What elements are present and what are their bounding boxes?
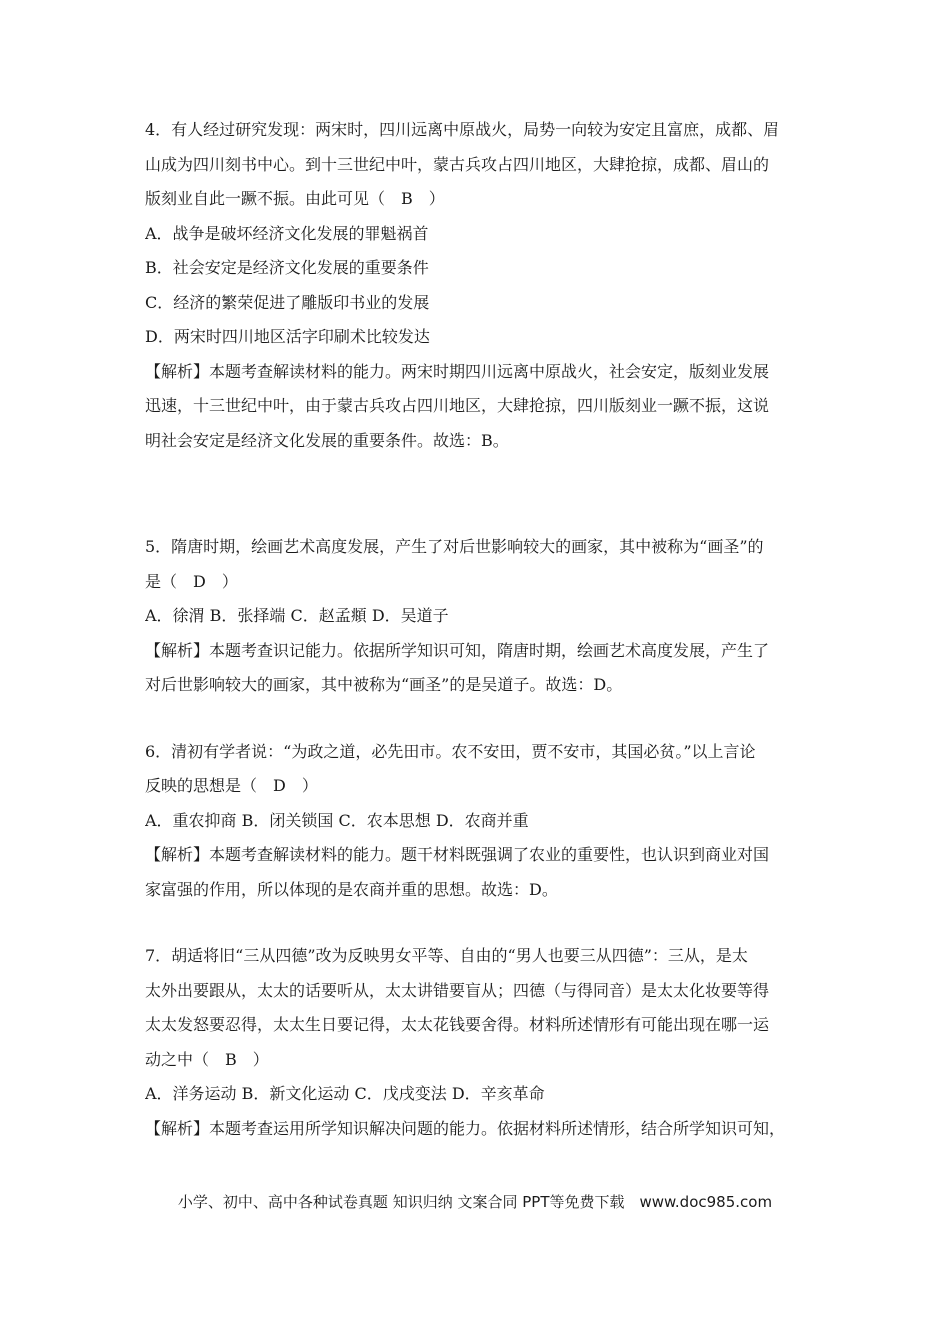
question-4 [145,113,810,458]
question-4-option-d: D．两宋时四川地区活字印刷术比较发达 [145,327,430,346]
spacer [145,907,810,939]
question-7-options: A．洋务运动 B．新文化运动 C．戊戌变法 D．辛亥革命 [145,1084,545,1103]
question-4-option-b: B．社会安定是经济文化发展的重要条件 [145,258,429,277]
question-4-stem-line-2: 山成为四川刻书中心。到十三世纪中叶，蒙古兵攻占四川地区，大肆抢掠，成都、眉山的 [145,154,770,174]
question-4-option-a: A．战争是破坏经济文化发展的罪魁祸首 [145,223,429,243]
question-7-stem-line-2: 太外出要跟从，太太的话要听从，太太讲错要盲从；四德（与得同音）是太太化妆要等得 [145,980,770,1000]
document-body [145,113,810,1146]
question-5-options: A．徐渭 B．张择端 C．赵孟頫 D．吴道子 [145,606,449,625]
question-6-analysis-line-1: 【解析】本题考查解读材料的能力。题干材料既强调了农业的重要性，也认识到商业对国 [145,845,770,864]
question-5-analysis-line-2: 对后世影响较大的画家，其中被称为“画圣”的是吴道子。故选：D。 [145,675,623,694]
question-6-stem-line-2: 反映的思想是（ D ） [145,776,318,795]
question-5-stem-line-2: 是（ D ） [145,571,238,591]
question-4-analysis-line-1: 【解析】本题考查解读材料的能力。两宋时期四川远离中原战火，社会安定，版刻业发展 [145,361,770,381]
spacer [145,458,810,530]
question-5-analysis-line-1: 【解析】本题考查识记能力。依据所学知识可知，隋唐时期，绘画艺术高度发展，产生了 [145,640,770,660]
question-4-stem-line-3: 版刻业自此一蹶不振。由此可见（ B ） [145,189,445,208]
question-7-stem-line-1: 7．胡适将旧“三从四德”改为反映男女平等、自由的“男人也要三从四德”：三从，是太 [145,946,748,965]
question-7-stem-line-3: 太太发怒要忍得，太太生日要记得，太太花钱要舍得。材料所述情形有可能出现在哪一运 [145,1015,770,1034]
question-6-stem-line-1: 6．清初有学者说：“为政之道，必先田市。农不安田，贾不安市，其国必贫。”以上言论 [145,741,756,761]
question-5 [145,530,810,703]
question-6 [145,735,810,908]
question-4-analysis-line-2: 迅速，十三世纪中叶，由于蒙古兵攻占四川地区，大肆抢掠，四川版刻业一蹶不振，这说 [145,396,770,415]
spacer [145,703,810,735]
page-footer: 小学、初中、高中各种试卷真题 知识归纳 文案合同 PPT等免费下载 www.doc985.com [177,1193,773,1211]
question-4-analysis-line-3: 明社会安定是经济文化发展的重要条件。故选：B。 [145,430,509,450]
question-7 [145,939,810,1146]
question-7-stem-line-4: 动之中（ B ） [145,1049,269,1069]
question-6-analysis-line-2: 家富强的作用，所以体现的是农商并重的思想。故选：D。 [145,879,558,899]
question-7-analysis-line-1: 【解析】本题考查运用所学知识解决问题的能力。依据材料所述情形，结合所学知识可知， [145,1118,786,1138]
question-4-stem-line-1: 4．有人经过研究发现：两宋时，四川远离中原战火，局势一向较为安定且富庶，成都、眉 [145,120,780,139]
question-4-option-c: C．经济的繁荣促进了雕版印书业的发展 [145,292,430,312]
question-6-options: A．重农抑商 B．闭关锁国 C．农本思想 D．农商并重 [145,810,529,830]
question-5-stem-line-1: 5．隋唐时期，绘画艺术高度发展，产生了对后世影响较大的画家，其中被称为“画圣”的 [145,537,764,556]
